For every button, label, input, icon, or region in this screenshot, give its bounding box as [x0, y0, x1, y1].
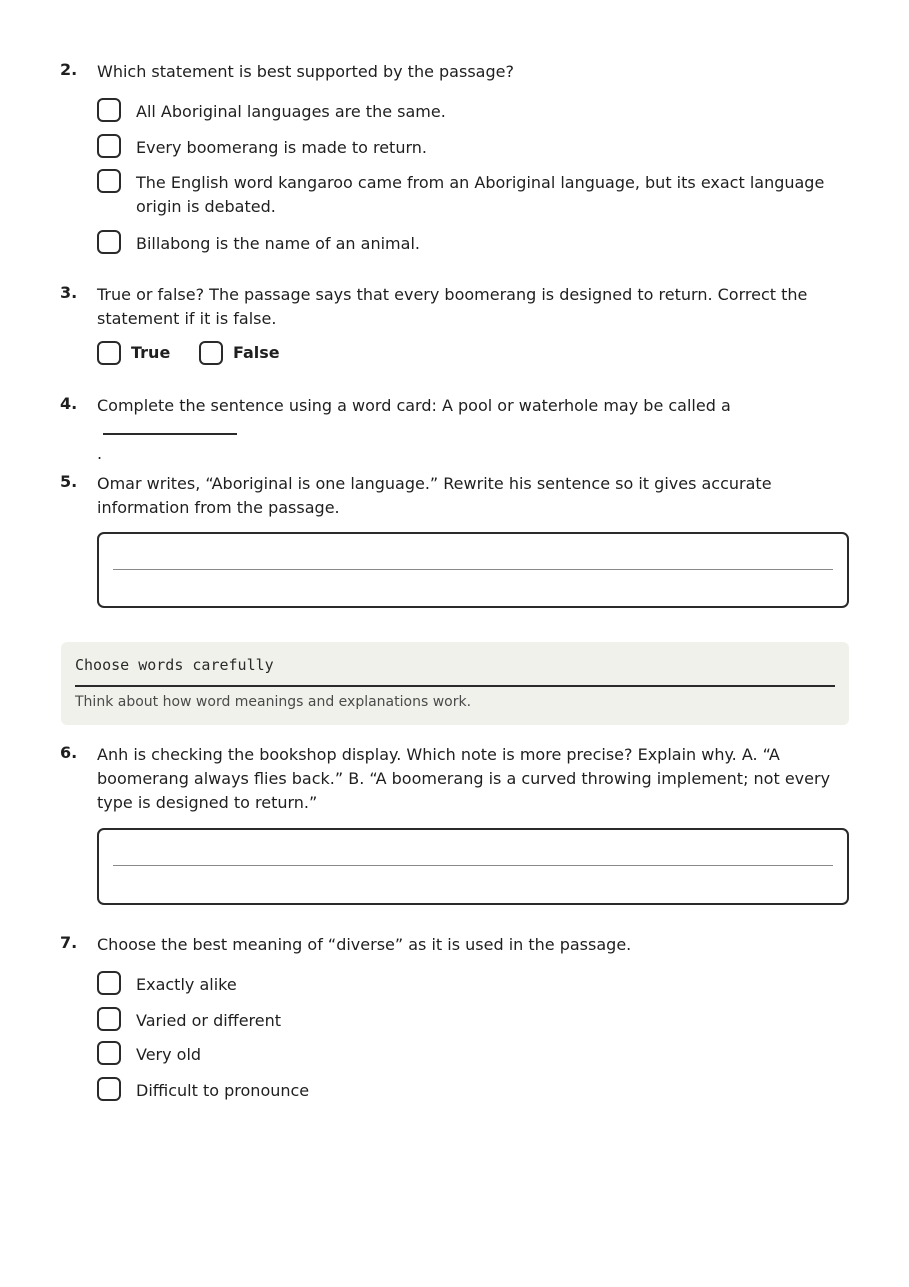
question-text: Complete the sentence using a word card: A pool or waterhole may be called a [97, 396, 731, 415]
checkbox[interactable] [97, 1041, 121, 1065]
question-number: 7. [60, 933, 78, 952]
answer-box[interactable] [97, 532, 849, 608]
question-number: 2. [60, 60, 78, 79]
answer-box[interactable] [97, 828, 849, 905]
question-5 [60, 472, 850, 522]
true-option[interactable] [97, 341, 187, 367]
checkbox[interactable] [97, 341, 121, 365]
option-label: All Aboriginal languages are the same. [136, 102, 446, 121]
question-text-block [97, 394, 850, 466]
question-2 [60, 60, 850, 260]
tip-body: Think about how word meanings and explanations work. [75, 694, 472, 710]
false-label: False [233, 343, 280, 362]
divider [75, 685, 835, 687]
option-label: The English word kangaroo came from an Aboriginal language, but its exact language origin is debated. [136, 173, 825, 216]
trailing-period: . [97, 444, 103, 463]
option-label: Billabong is the name of an animal. [136, 234, 420, 253]
answer-line [113, 569, 833, 570]
checkbox[interactable] [97, 971, 121, 995]
checkbox[interactable] [97, 98, 121, 122]
question-text: True or false? The passage says that every boomerang is designed to return. Correct the statement if it is false. [97, 285, 808, 328]
question-4 [60, 394, 850, 463]
question-3 [60, 283, 850, 368]
question-7 [60, 933, 850, 1108]
checkbox[interactable] [97, 1077, 121, 1101]
option-label: Varied or different [136, 1011, 282, 1030]
option-label: Very old [136, 1045, 202, 1064]
tip-title: Choose words carefully [75, 656, 274, 674]
question-text: Choose the best meaning of “diverse” as it is used in the passage. [97, 935, 632, 954]
question-number: 3. [60, 283, 78, 302]
checkbox[interactable] [97, 134, 121, 158]
question-number: 5. [60, 472, 78, 491]
fill-in-blank[interactable] [103, 419, 237, 435]
option-label: Exactly alike [136, 975, 237, 994]
question-text: Omar writes, “Aboriginal is one language.” Rewrite his sentence so it gives accurate information from the passage. [97, 474, 772, 517]
checkbox[interactable] [97, 230, 121, 254]
answer-line [113, 865, 833, 866]
question-6 [60, 743, 850, 818]
option-label: Every boomerang is made to return. [136, 138, 427, 157]
option-label: Difficult to pronounce [136, 1081, 310, 1100]
tip-box [61, 642, 849, 725]
checkbox[interactable] [97, 169, 121, 193]
question-number: 6. [60, 743, 78, 762]
false-option[interactable] [199, 341, 299, 367]
checkbox[interactable] [199, 341, 223, 365]
true-label: True [131, 343, 171, 362]
question-text: Which statement is best supported by the passage? [97, 62, 514, 81]
checkbox[interactable] [97, 1007, 121, 1031]
question-number: 4. [60, 394, 78, 413]
question-text: Anh is checking the bookshop display. Which note is more precise? Explain why. A. “A boomerang always flies back.” B. “A boomerang is a curved throwing implement; not every type is designed to return.” [97, 745, 831, 812]
